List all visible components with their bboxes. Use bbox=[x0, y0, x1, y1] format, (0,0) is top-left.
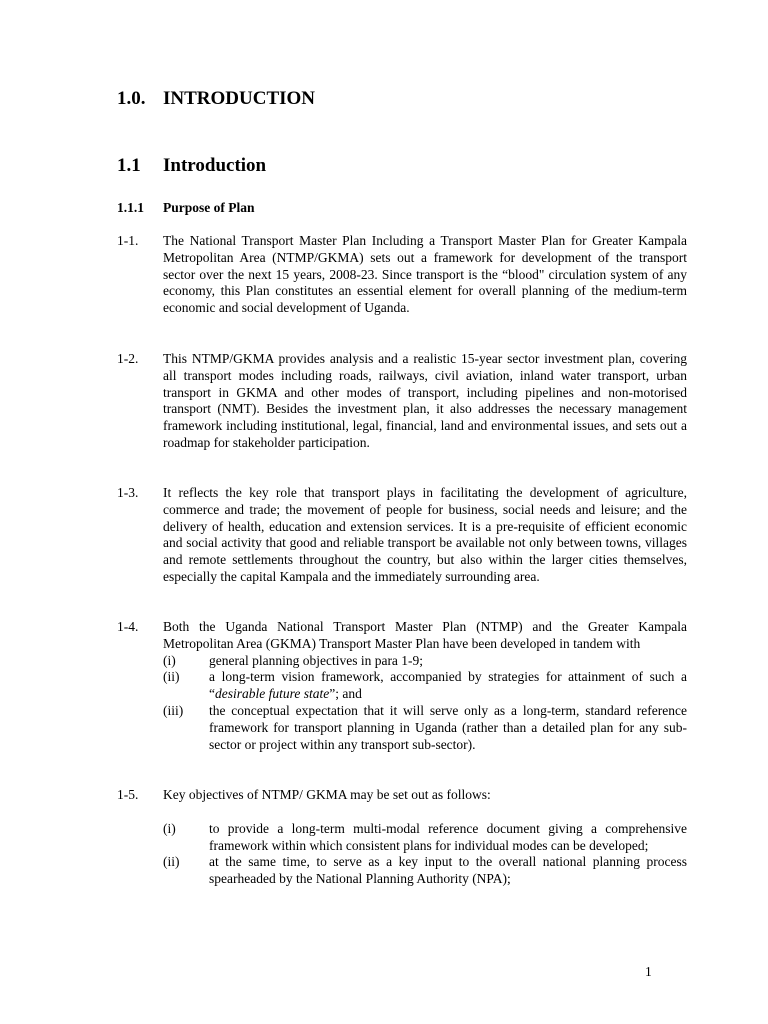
paragraph-number: 1-5. bbox=[117, 787, 139, 802]
paragraph-text: Key objectives of NTMP/ GKMA may be set out as follows: bbox=[163, 787, 491, 802]
list-item-text: at the same time, to serve as a key input to the overall national planning process spearheaded by the National Planning Authority (NPA); bbox=[209, 854, 687, 887]
subsection-number: 1.1.1 bbox=[117, 200, 144, 215]
subsection-title: Purpose of Plan bbox=[163, 200, 255, 215]
list-item bbox=[163, 653, 687, 670]
subsection-heading bbox=[117, 200, 255, 216]
list-item-text: the conceptual expectation that it will serve only as a long-term, standard reference framework for transport planning in Uganda (rather than a detailed plan for any sub-sector or project within any transport sub-sector). bbox=[209, 702, 687, 752]
chapter-number: 1.0. bbox=[117, 88, 146, 109]
paragraph-1-5 bbox=[117, 787, 687, 888]
list-item-text-end: ”; and bbox=[329, 686, 362, 702]
chapter-heading bbox=[117, 88, 315, 110]
paragraph-number: 1-1. bbox=[117, 233, 139, 248]
page-number: 1 bbox=[645, 964, 652, 979]
paragraph-number: 1-2. bbox=[117, 351, 139, 366]
list-item-text-start: a long-term vision framework, accompanied by strategies for attainment of such a “ bbox=[209, 669, 687, 702]
section-heading bbox=[117, 155, 266, 177]
list-item bbox=[163, 669, 687, 703]
list-item-text: to provide a long-term multi-modal reference document giving a comprehensive framework within which consistent plans for individual modes can be developed; bbox=[209, 820, 687, 853]
paragraph-1-2 bbox=[117, 351, 687, 452]
paragraph-1-3 bbox=[117, 485, 687, 586]
list-item-text bbox=[209, 669, 687, 703]
paragraph-1-4 bbox=[117, 619, 687, 753]
list-item-text: general planning objectives in para 1-9; bbox=[209, 652, 424, 668]
section-title: Introduction bbox=[163, 155, 267, 176]
list-item-number: (iii) bbox=[163, 702, 184, 718]
paragraph-text: This NTMP/GKMA provides analysis and a realistic 15-year sector investment plan, covering all transport modes including roads, railways, civil aviation, inland water transport, urban transport in GKMA and other modes of transport, including pipelines and non-motorised transport (NMT). Besides the investment plan, it also addresses the necessary management framework including institutional, legal, financial, land and environmental issues, and sets out a roadmap for stakeholder participation. bbox=[163, 351, 687, 450]
list-item-text-italic: desirable future state bbox=[215, 686, 330, 702]
list-item-number: (ii) bbox=[163, 669, 180, 685]
list-item-number: (i) bbox=[163, 820, 176, 836]
section-number: 1.1 bbox=[117, 155, 141, 176]
list-item bbox=[163, 703, 687, 753]
paragraph-number: 1-3. bbox=[117, 485, 139, 500]
list-item bbox=[163, 821, 687, 855]
chapter-title: INTRODUCTION bbox=[163, 88, 316, 109]
list-item-number: (ii) bbox=[163, 854, 180, 870]
list-item-number: (i) bbox=[163, 652, 176, 668]
paragraph-number: 1-4. bbox=[117, 619, 139, 634]
list-item bbox=[163, 854, 687, 888]
paragraph-text: The National Transport Master Plan Including a Transport Master Plan for Greater Kampala Metropolitan Area (NTMP/GKMA) sets out a framework for development of the transport sector over the next 15 years, 2008-23. Since transport is the “blood" circulation system of any economy, this Plan constitutes an essential element for overall planning of the medium-term economic and social development of Uganda. bbox=[163, 233, 687, 316]
paragraph-text: Both the Uganda National Transport Master Plan (NTMP) and the Greater Kampala Metropolitan Area (GKMA) Transport Master Plan have been developed in tandem with bbox=[163, 619, 687, 651]
paragraph-text: It reflects the key role that transport plays in facilitating the development of agriculture, commerce and trade; the movement of people for business, social needs and leisure; and the delivery of health, education and extension services. It is a pre-requisite of efficient economic and social activity that good and reliable transport be available not only between towns, villages and remote settlements throughout the country, but also within the larger cities themselves, especially the capital Kampala and the immediately surrounding area. bbox=[163, 485, 687, 584]
paragraph-1-1 bbox=[117, 233, 687, 317]
